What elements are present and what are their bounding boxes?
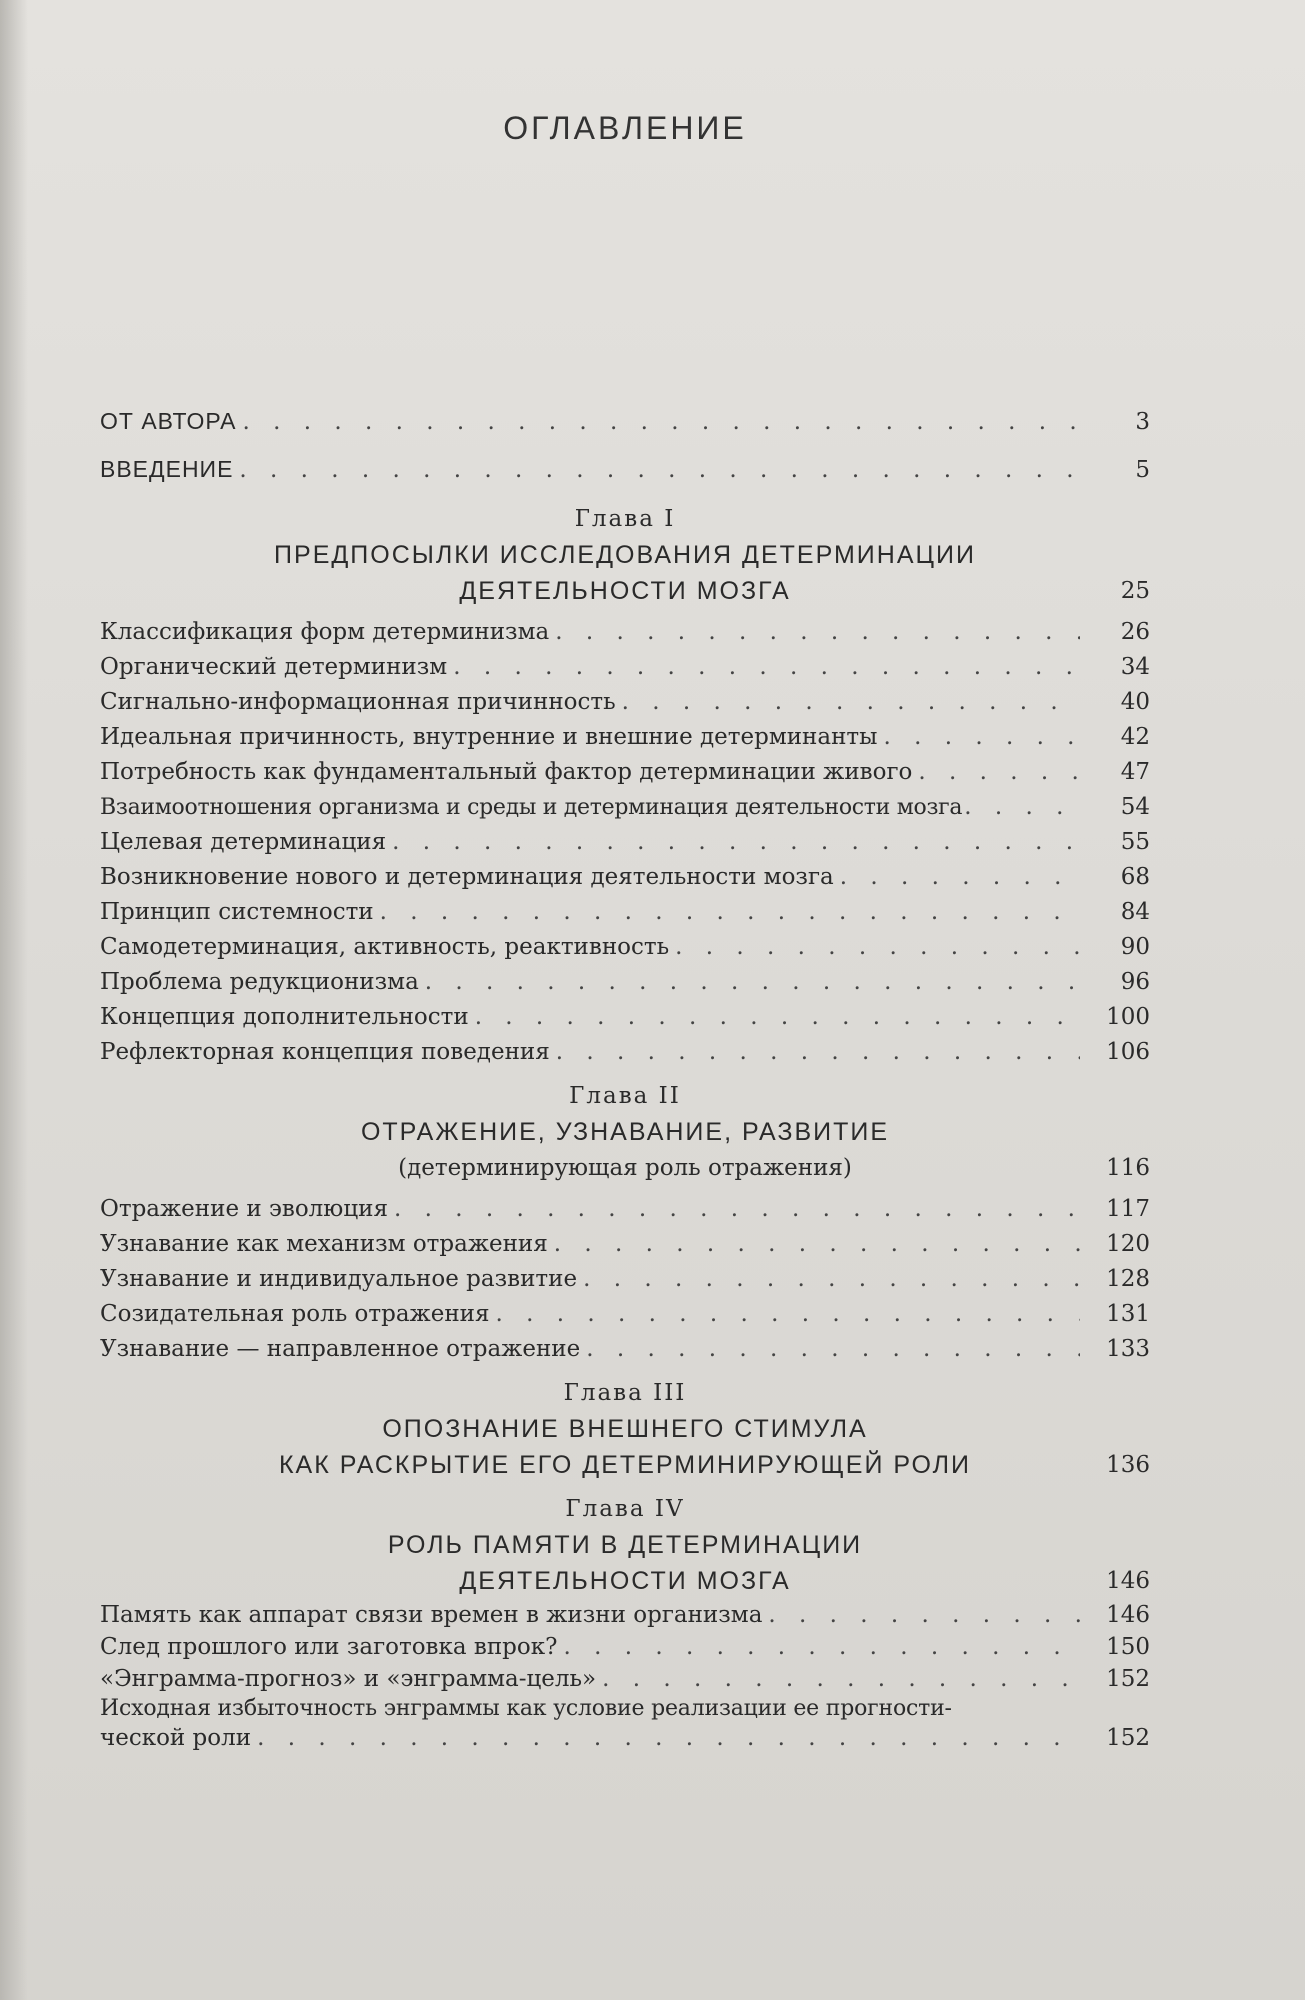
toc-page-number: 131	[1106, 1301, 1150, 1327]
toc-entry-label: Самодетерминация, активность, реактивность	[100, 934, 670, 960]
toc-entry-label: Возникновение нового и детерминация деятельности мозга	[100, 864, 834, 890]
toc-entry-introduction[interactable]	[100, 445, 1150, 493]
toc-entry-label: Узнавание — направленное отражение	[100, 1336, 581, 1362]
chapter-4-title-line-1[interactable]: РОЛЬ ПАМЯТИ В ДЕТЕРМИНАЦИИ	[387, 1531, 863, 1559]
toc-entry[interactable]	[100, 615, 1150, 650]
toc-entry[interactable]	[100, 1631, 1150, 1663]
leader-dots	[495, 1297, 1080, 1332]
leader-dots	[602, 1663, 1080, 1695]
toc-entry[interactable]	[100, 650, 1150, 685]
toc-page-number: 26	[1120, 619, 1150, 645]
toc-page-number: 117	[1106, 1196, 1150, 1222]
toc-entry-label: Целевая детерминация	[100, 829, 387, 855]
chapter-2-label: Глава II	[569, 1083, 681, 1109]
toc-entry[interactable]	[100, 895, 1150, 930]
toc-entry-label: Рефлекторная концепция поведения	[100, 1039, 550, 1065]
chapter-subtitle-text: (детерминирующая роль отражения)	[398, 1155, 852, 1181]
chapter-2-subtitle[interactable]	[100, 1150, 1150, 1186]
toc-entry[interactable]	[100, 790, 1150, 825]
toc-entry[interactable]	[100, 1262, 1150, 1297]
leader-dots	[380, 895, 1080, 930]
chapter-1-title-line-2[interactable]	[100, 573, 1150, 609]
toc-page-number: 84	[1120, 899, 1150, 925]
toc-entry-label: Органический детерминизм	[100, 654, 448, 680]
toc-entry[interactable]	[100, 965, 1150, 1000]
chapter-3-page-number: 136	[1106, 1452, 1150, 1478]
toc-entry-label: Отражение и эволюция	[100, 1196, 388, 1222]
leader-dots	[583, 1262, 1080, 1297]
table-of-contents	[100, 110, 1150, 1753]
chapter-1-title-line-1[interactable]: ПРЕДПОСЫЛКИ ИССЛЕДОВАНИЯ ДЕТЕРМИНАЦИИ	[274, 541, 976, 569]
toc-entry[interactable]	[100, 685, 1150, 720]
toc-page-number: 42	[1120, 724, 1150, 750]
toc-entry[interactable]	[100, 1192, 1150, 1227]
toc-entry-label-line-1: Исходная избыточность энграммы как условие реализации ее прогности-	[100, 1696, 952, 1721]
toc-entry-label: Концепция дополнительности	[100, 1004, 469, 1030]
toc-entry-multiline[interactable]	[100, 1695, 1150, 1753]
leader-dots	[257, 1723, 1080, 1753]
leader-dots	[840, 860, 1080, 895]
toc-page-number: 152	[1106, 1666, 1150, 1692]
chapter-title-text: КАК РАСКРЫТИЕ ЕГО ДЕТЕРМИНИРУЮЩЕЙ РОЛИ	[278, 1451, 972, 1479]
toc-page-number: 133	[1106, 1336, 1150, 1362]
chapter-title-text: ДЕЯТЕЛЬНОСТИ МОЗГА	[459, 1567, 791, 1595]
leader-dots	[675, 930, 1080, 965]
leader-dots	[392, 825, 1080, 860]
toc-page-number: 146	[1106, 1602, 1150, 1628]
toc-entry-label: Принцип системности	[100, 899, 374, 925]
toc-entry[interactable]	[100, 1663, 1150, 1695]
toc-entry-from-author[interactable]	[100, 397, 1150, 445]
toc-page-number: 128	[1106, 1266, 1150, 1292]
leader-dots	[425, 965, 1080, 1000]
page-title: ОГЛАВЛЕНИЕ	[503, 110, 747, 146]
leader-dots	[883, 720, 1080, 755]
toc-page-number: 40	[1120, 689, 1150, 715]
toc-entry[interactable]	[100, 930, 1150, 965]
leader-dots	[554, 1227, 1080, 1262]
toc-entry-label: Созидательная роль отражения	[100, 1301, 490, 1327]
chapter-1-label: Глава I	[574, 506, 676, 532]
toc-entry-label: Идеальная причинность, внутренние и внешние детерминанты	[100, 724, 878, 750]
toc-entry-label: Классификация форм детерминизма	[100, 619, 550, 645]
chapter-2-title-line-1[interactable]: ОТРАЖЕНИЕ, УЗНАВАНИЕ, РАЗВИТИЕ	[360, 1118, 890, 1146]
toc-entry[interactable]	[100, 720, 1150, 755]
toc-page-number: 3	[1135, 409, 1150, 435]
toc-entry-label: ВВЕДЕНИЕ	[100, 456, 234, 482]
toc-entry-label: Узнавание и индивидуальное развитие	[100, 1266, 578, 1292]
toc-entry-label: Память как аппарат связи времен в жизни организма	[100, 1602, 763, 1628]
chapter-3-label: Глава III	[563, 1380, 687, 1406]
chapter-3-title-line-2[interactable]	[100, 1447, 1150, 1483]
leader-dots	[586, 1332, 1080, 1367]
chapter-4-label: Глава IV	[565, 1496, 685, 1522]
toc-entry[interactable]	[100, 1000, 1150, 1035]
leader-dots	[918, 755, 1080, 790]
leader-dots	[563, 1631, 1080, 1663]
toc-entry[interactable]	[100, 1332, 1150, 1367]
toc-entry-label: Узнавание как механизм отражения	[100, 1231, 548, 1257]
chapter-4-page-number: 146	[1106, 1568, 1150, 1594]
toc-page-number: 55	[1120, 829, 1150, 855]
chapter-2-page-number: 116	[1106, 1155, 1150, 1181]
toc-entry[interactable]	[100, 1227, 1150, 1262]
leader-dots	[394, 1192, 1080, 1227]
leader-dots	[555, 615, 1080, 650]
toc-page-number: 150	[1106, 1634, 1150, 1660]
leader-dots	[475, 1000, 1080, 1035]
toc-page-number: 34	[1120, 654, 1150, 680]
toc-entry-label: Потребность как фундаментальный фактор детерминации живого	[100, 759, 913, 785]
toc-page-number: 100	[1106, 1004, 1150, 1030]
toc-entry-label: След прошлого или заготовка впрок?	[100, 1634, 558, 1660]
toc-page-number: 90	[1120, 934, 1150, 960]
toc-entry-label: Сигнально-информационная причинность	[100, 689, 616, 715]
leader-dots	[243, 398, 1080, 446]
toc-entry[interactable]	[100, 1297, 1150, 1332]
chapter-1-page-number: 25	[1120, 578, 1150, 604]
toc-entry[interactable]	[100, 1035, 1150, 1070]
leader-dots	[964, 790, 1086, 825]
toc-page-number: 47	[1120, 759, 1150, 785]
toc-page-number: 96	[1120, 969, 1150, 995]
leader-dots	[453, 650, 1080, 685]
leader-dots	[556, 1035, 1080, 1070]
toc-page-number: 54	[1120, 794, 1150, 820]
toc-entry[interactable]	[100, 755, 1150, 790]
toc-page-number: 106	[1106, 1039, 1150, 1065]
toc-entry-label-line-2: ческой роли	[100, 1725, 252, 1751]
toc-page-number: 152	[1106, 1725, 1150, 1751]
toc-page-number: 68	[1120, 864, 1150, 890]
toc-entry[interactable]	[100, 1599, 1150, 1631]
toc-page-number: 5	[1135, 457, 1150, 483]
chapter-4-title-line-2[interactable]	[100, 1563, 1150, 1599]
chapter-3-title-line-1[interactable]: ОПОЗНАНИЕ ВНЕШНЕГО СТИМУЛА	[382, 1415, 868, 1443]
toc-entry-label: Взаимоотношения организма и среды и детерминация деятельности мозга	[100, 795, 963, 820]
toc-entry-label: ОТ АВТОРА	[100, 408, 237, 434]
leader-dots	[239, 446, 1080, 494]
toc-entry-label: Проблема редукционизма	[100, 969, 419, 995]
leader-dots	[622, 685, 1080, 720]
toc-entry[interactable]	[100, 825, 1150, 860]
chapter-title-text: ДЕЯТЕЛЬНОСТИ МОЗГА	[459, 577, 791, 605]
toc-entry-label: «Энграмма-прогноз» и «энграмма-цель»	[100, 1666, 597, 1692]
toc-page-number: 120	[1106, 1231, 1150, 1257]
toc-entry[interactable]	[100, 860, 1150, 895]
leader-dots	[768, 1599, 1080, 1631]
